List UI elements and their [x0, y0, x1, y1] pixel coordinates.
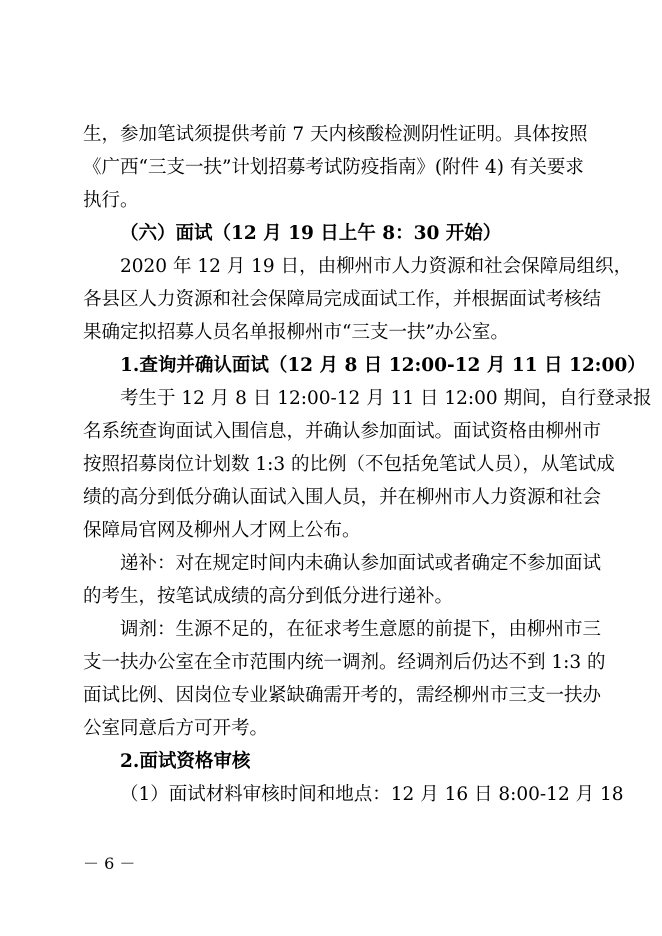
- paragraph-line: 支一扶办公室在全市范围内统一调剂。经调剂后仍达不到 1:3 的: [83, 652, 606, 673]
- paragraph-line: 果确定拟招募人员名单报柳州市“三支一扶”办公室。: [83, 322, 509, 343]
- paragraph-line: 递补：对在规定时间内未确认参加面试或者确定不参加面试: [120, 553, 602, 574]
- page-number: － 6 －: [83, 854, 136, 873]
- document-body: [83, 118, 652, 811]
- paragraph-line: 生，参加笔试须提供考前 7 天内核酸检测阴性证明。具体按照: [83, 124, 588, 145]
- section-heading-interview: （六）面试（12 月 19 日上午 8：30 开始）: [120, 223, 502, 244]
- paragraph-line: （1）面试材料审核时间和地点：12 月 16 日 8:00-12 月 18: [120, 784, 624, 805]
- paragraph-line: 的考生，按笔试成绩的高分到低分进行递补。: [83, 586, 454, 607]
- subsection-heading-confirm-interview: 1.查询并确认面试（12 月 8 日 12:00-12 月 11 日 12:00）: [120, 355, 646, 376]
- paragraph-line: 执行。: [83, 190, 139, 211]
- paragraph-line: 考生于 12 月 8 日 12:00-12 月 11 日 12:00 期间，自行登录报: [120, 388, 652, 409]
- paragraph-line: 按照招募岗位计划数 1:3 的比例（不包括免笔试人员），从笔试成: [83, 454, 615, 475]
- paragraph-line: 保障局官网及柳州人才网上公布。: [83, 520, 361, 541]
- paragraph-line: 2020 年 12 月 19 日，由柳州市人力资源和社会保障局组织，: [120, 256, 633, 277]
- paragraph-line: 调剂：生源不足的，在征求考生意愿的前提下，由柳州市三: [120, 619, 602, 640]
- paragraph-line: 各县区人力资源和社会保障局完成面试工作，并根据面试考核结: [83, 289, 602, 310]
- paragraph-line: 绩的高分到低分确认面试入围人员，并在柳州市人力资源和社会: [83, 487, 602, 508]
- paragraph-line: 名系统查询面试入围信息，并确认参加面试。面试资格由柳州市: [83, 421, 602, 442]
- paragraph-line: 公室同意后方可开考。: [83, 718, 269, 739]
- paragraph-line: 《广西“三支一扶”计划招募考试防疫指南》(附件 4) 有关要求: [83, 157, 584, 178]
- paragraph-line: 面试比例、因岗位专业紧缺确需开考的，需经柳州市三支一扶办: [83, 685, 602, 706]
- subsection-heading-qualification-review: 2.面试资格审核: [120, 751, 251, 772]
